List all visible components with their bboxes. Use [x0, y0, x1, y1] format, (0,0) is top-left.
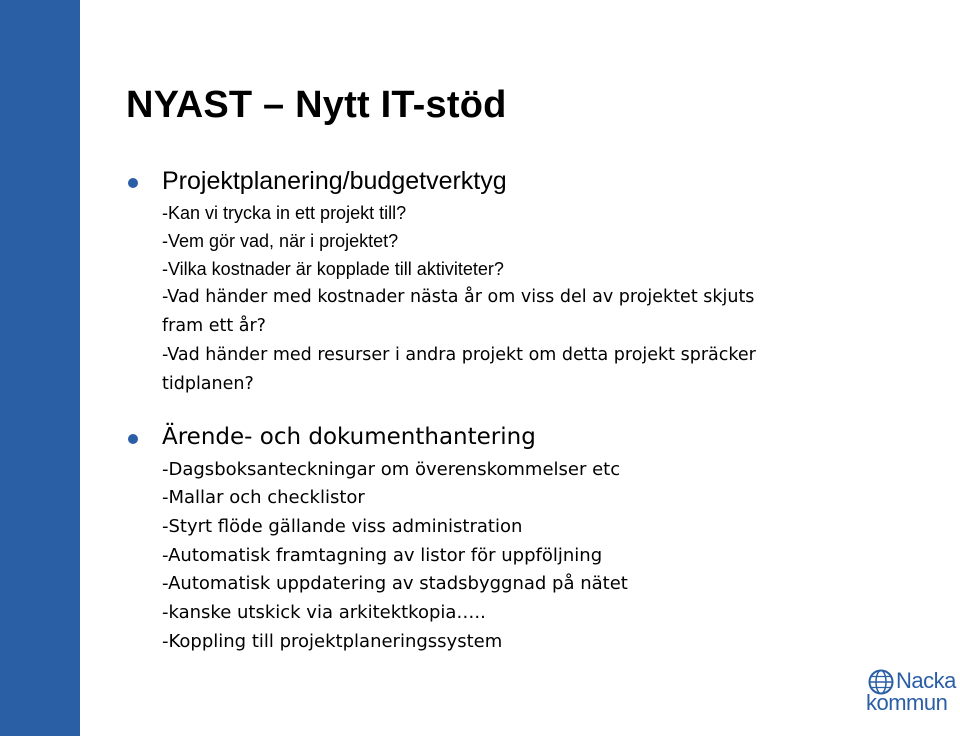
- section-heading: Projektplanering/budgetverktyg: [162, 167, 507, 195]
- logo-text-line1: Nacka: [896, 668, 956, 693]
- list-item: fram ett år?: [162, 316, 266, 336]
- list-item: -Automatisk framtagning av listor för uppföljning: [162, 545, 603, 566]
- slide-title: NYAST – Nytt IT-stöd: [126, 84, 507, 126]
- left-accent-bar: [0, 0, 80, 736]
- list-item: -Kan vi trycka in ett projekt till?: [162, 203, 407, 223]
- list-item: -Vilka kostnader är kopplade till aktiviteter?: [162, 259, 504, 279]
- list-item: -Vad händer med kostnader nästa år om viss del av projektet skjuts: [162, 287, 755, 307]
- logo-text-line2: kommun: [866, 690, 948, 715]
- list-item: -Mallar och checklistor: [162, 487, 365, 508]
- list-item: -Dagsboksanteckningar om överenskommelser etc: [162, 459, 621, 480]
- list-item: -Automatisk uppdatering av stadsbyggnad på nätet: [162, 573, 628, 594]
- bullet-icon: [128, 434, 138, 444]
- list-item: -kanske utskick via arkitektkopia…..: [162, 602, 486, 623]
- list-item: tidplanen?: [162, 374, 254, 394]
- section-heading: Ärende- och dokumenthantering: [162, 424, 536, 450]
- list-item: -Koppling till projektplaneringssystem: [162, 631, 503, 652]
- bullet-icon: [128, 178, 138, 188]
- nacka-kommun-logo: [866, 668, 960, 716]
- list-item: -Vem gör vad, när i projektet?: [162, 231, 399, 251]
- list-item: -Styrt flöde gällande viss administration: [162, 516, 523, 537]
- list-item: -Vad händer med resurser i andra projekt om detta projekt spräcker: [162, 345, 756, 365]
